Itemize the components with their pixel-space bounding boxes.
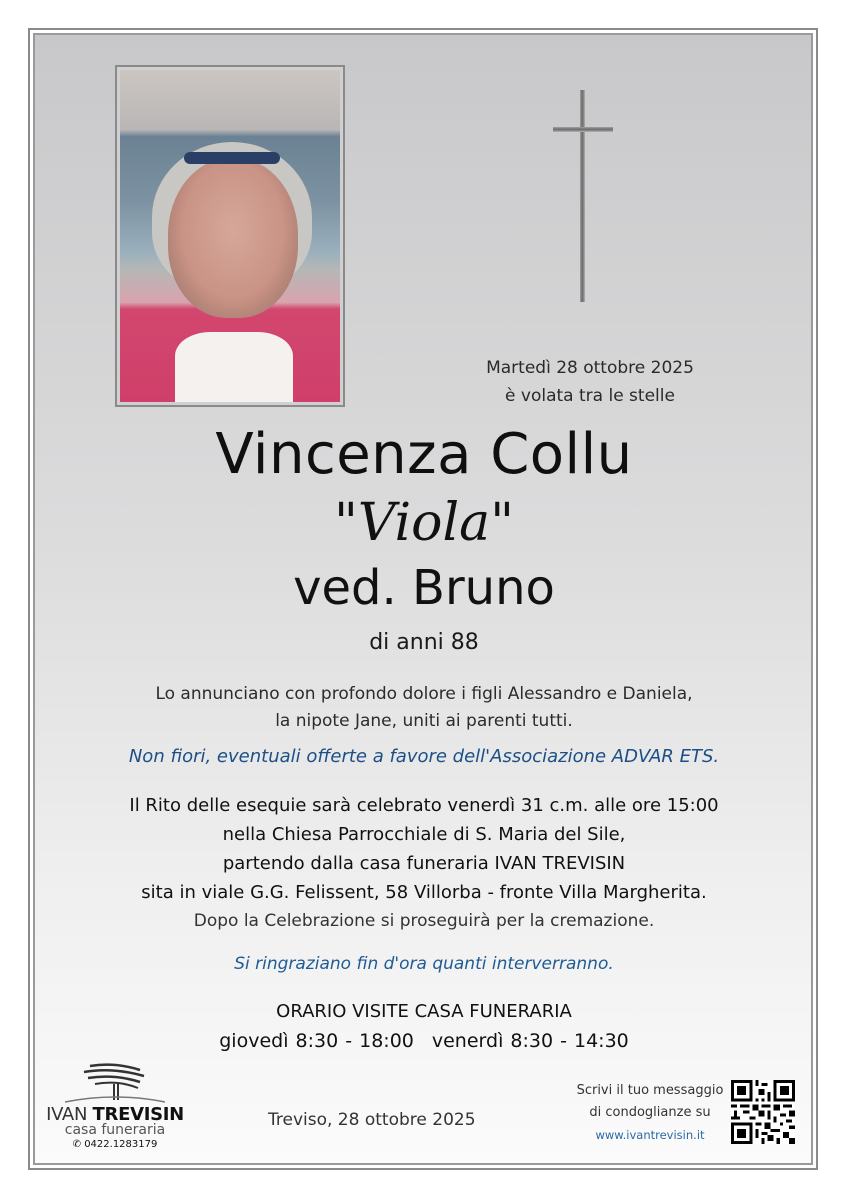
phone-24h-icon: ✆ [72, 1139, 85, 1150]
condolences-block [565, 1080, 735, 1146]
announcement-line: Lo annunciano con profondo dolore i figli Alessandro e Daniela, [155, 684, 693, 704]
death-date: Martedì 28 ottobre 2025 [486, 358, 694, 378]
funeral-home-phone[interactable]: ✆ 0422.1283179 [72, 1139, 158, 1150]
death-phrase: è volata tra le stelle [505, 386, 675, 406]
condolences-line: Scrivi il tuo messaggio [576, 1083, 724, 1098]
visiting-hours-title: ORARIO VISITE CASA FUNERARIA [276, 1001, 572, 1022]
visiting-hours-friday: venerdì 8:30 - 14:30 [431, 1030, 629, 1052]
deceased-name: Vincenza Collu [215, 422, 633, 487]
portrait-photo-frame [115, 65, 345, 407]
funeral-home-name: IVAN TREVISIN [46, 1104, 184, 1125]
ceremony-line: Il Rito delle esequie sarà celebrato venerdì 31 c.m. alle ore 15:00 [129, 795, 719, 816]
deceased-age: di anni 88 [369, 630, 479, 655]
no-flowers-note: Non fiori, eventuali offerte a favore dell'Associazione ADVAR ETS. [128, 746, 720, 767]
photo-shirt [175, 332, 293, 402]
place-and-date: Treviso, 28 ottobre 2025 [268, 1110, 476, 1130]
ceremony-details [0, 791, 848, 907]
funeral-home-subtitle: casa funeraria [64, 1122, 166, 1138]
condolences-link[interactable]: www.ivantrevisin.it [595, 1128, 705, 1142]
visiting-hours [0, 1030, 848, 1052]
ceremony-line: sita in viale G.G. Felissent, 58 Villorba - fronte Villa Margherita. [141, 882, 707, 903]
widow-of: ved. Bruno [293, 560, 555, 616]
announcement-line: la nipote Jane, uniti ai parenti tutti. [275, 711, 573, 731]
visiting-hours-thursday: giovedì 8:30 - 18:00 [219, 1030, 414, 1052]
cross-icon [580, 90, 585, 302]
ceremony-line: nella Chiesa Parrocchiale di S. Maria del Sile, [222, 824, 626, 845]
death-date-block [440, 354, 740, 410]
ceremony-line: partendo dalla casa funeraria IVAN TREVISIN [222, 853, 626, 874]
photo-glasses [184, 152, 280, 164]
thanks-note: Si ringraziano fin d'ora quanti interverranno. [234, 954, 614, 974]
portrait-photo [120, 70, 340, 402]
qr-code-icon[interactable] [731, 1080, 795, 1144]
tree-logo-icon [40, 1062, 190, 1104]
cross-icon-bar [553, 127, 613, 132]
funeral-home-logo [40, 1062, 190, 1150]
deceased-nickname: "Viola" [333, 493, 515, 553]
photo-face [168, 158, 298, 318]
announcement [0, 681, 848, 735]
after-ceremony-note: Dopo la Celebrazione si proseguirà per la cremazione. [193, 911, 655, 931]
condolences-line: di condoglianze su [589, 1105, 711, 1120]
